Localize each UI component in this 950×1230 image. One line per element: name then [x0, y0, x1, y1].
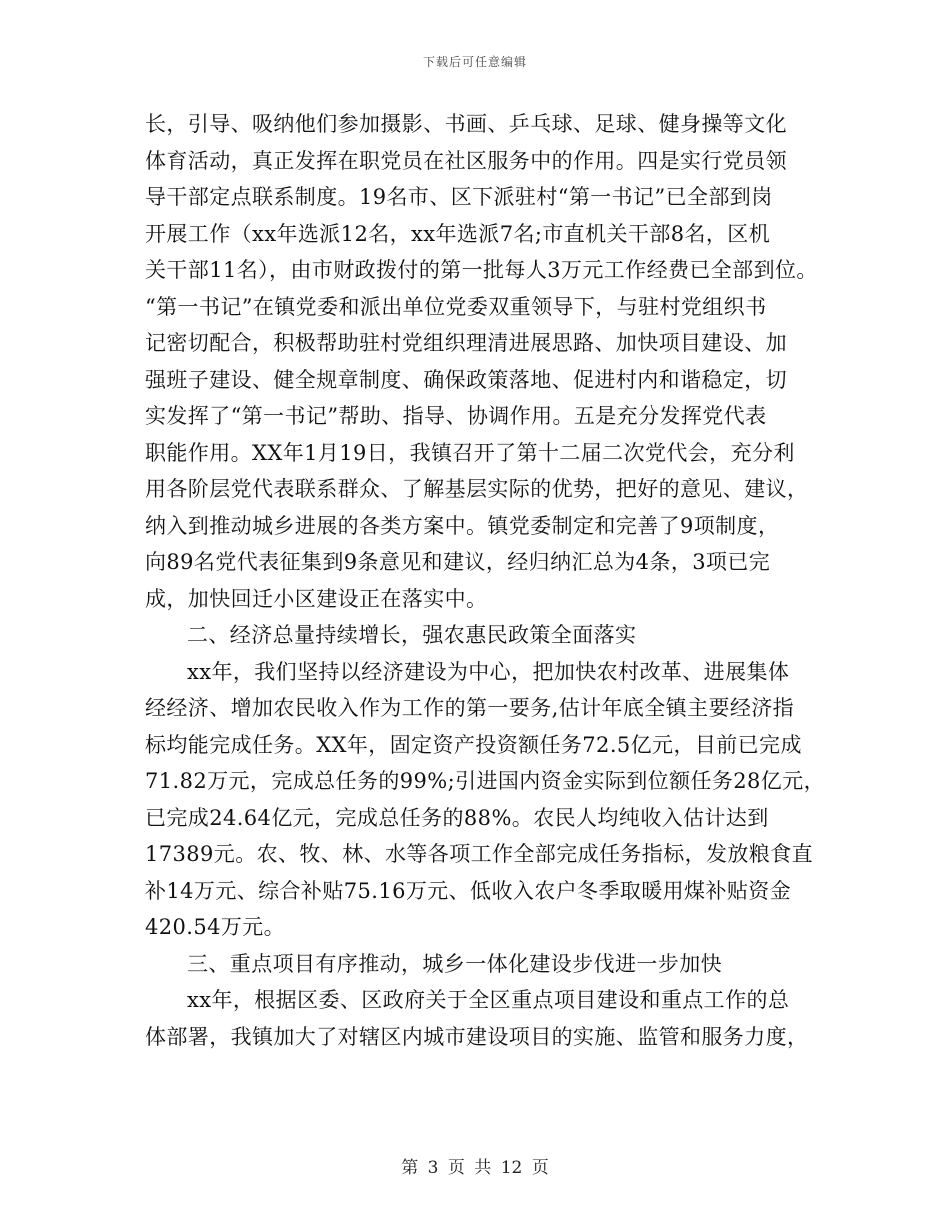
text-line: 开展工作（xx年选派12名，xx年选派7名;市直机关干部8名，区机 [145, 221, 771, 246]
text-line: 实发挥了“第一书记”帮助、指导、协调作用。五是充分发挥党代表 [145, 404, 767, 428]
text-line: 体育活动，真正发挥在职党员在社区服务中的作用。四是实行党员领 [145, 148, 787, 173]
text-line: 记密切配合，积极帮助驻村党组织理清进展思路、加快项目建设、加 [145, 331, 787, 355]
text-line: 纳入到推动城乡进展的各类方案中。镇党委制定和完善了9项制度， [145, 513, 780, 538]
text-line: 成，加快回迁小区建设正在落实中。 [145, 586, 488, 611]
text-line: 职能作用。XX年1月19日，我镇召开了第十二届二次党代会，充分利 [145, 440, 795, 465]
text-line: xx年，我们坚持以经济建设为中心，把加快农村改革、进展集体 [187, 659, 790, 684]
text-line: xx年，根据区委、区政府关于全区重点项目建设和重点工作的总 [187, 988, 790, 1012]
text-line: 17389元。农、牧、林、水等各项工作全部完成任务指标，发放粮食直 [145, 842, 814, 866]
text-line: 经经济、增加农民收入作为工作的第一要务,估计年底全镇主要经济指 [145, 696, 795, 720]
text-line: “第一书记”在镇党委和派出单位党委双重领导下，与驻村党组织书 [145, 294, 767, 319]
text-line: 420.54万元。 [145, 915, 286, 939]
header-note: 下载后可任意编辑 [422, 55, 527, 69]
text-line: 用各阶层党代表联系群众、了解基层实际的优势，把好的意见、建议， [145, 477, 809, 501]
text-line: 导干部定点联系制度。19名市、区下派驻村“第一书记”已全部到岗 [145, 185, 773, 209]
text-line: 71.82万元，完成总任务的99%;引进国内资金实际到位额任务28亿元， [145, 769, 825, 793]
text-line: 已完成24.64亿元，完成总任务的88%。农民人均纯收入估计达到 [145, 805, 769, 830]
text-line: 关干部11名），由市财政拨付的第一批每人3万元工作经费已全部到位。 [145, 258, 818, 282]
text-line: 向89名党代表征集到9条意见和建议，经归纳汇总为4条，3项已完 [145, 550, 771, 574]
text-line: 三、重点项目有序推动，城乡一体化建设步伐进一步加快 [187, 951, 722, 976]
text-line: 标均能完成任务。XX年，固定资产投资额任务72.5亿元，目前已完成 [145, 732, 802, 757]
text-line: 二、经济总量持续增长，强农惠民政策全面落实 [187, 623, 637, 647]
page-number-footer: 第 3 页 共 12 页 [401, 1158, 549, 1178]
text-line: 体部署，我镇加大了对辖区内城市建设项目的实施、监管和服务力度， [145, 1024, 809, 1049]
text-line: 强班子建设、健全规章制度、确保政策落地、促进村内和谐稳定，切 [145, 367, 787, 392]
text-line: 补14万元、综合补贴75.16万元、低收入农户冬季取暖用煤补贴资金 [145, 878, 792, 903]
document-body [145, 106, 825, 1055]
text-line: 长，引导、吸纳他们参加摄影、书画、乒乓球、足球、健身操等文化 [145, 112, 787, 136]
